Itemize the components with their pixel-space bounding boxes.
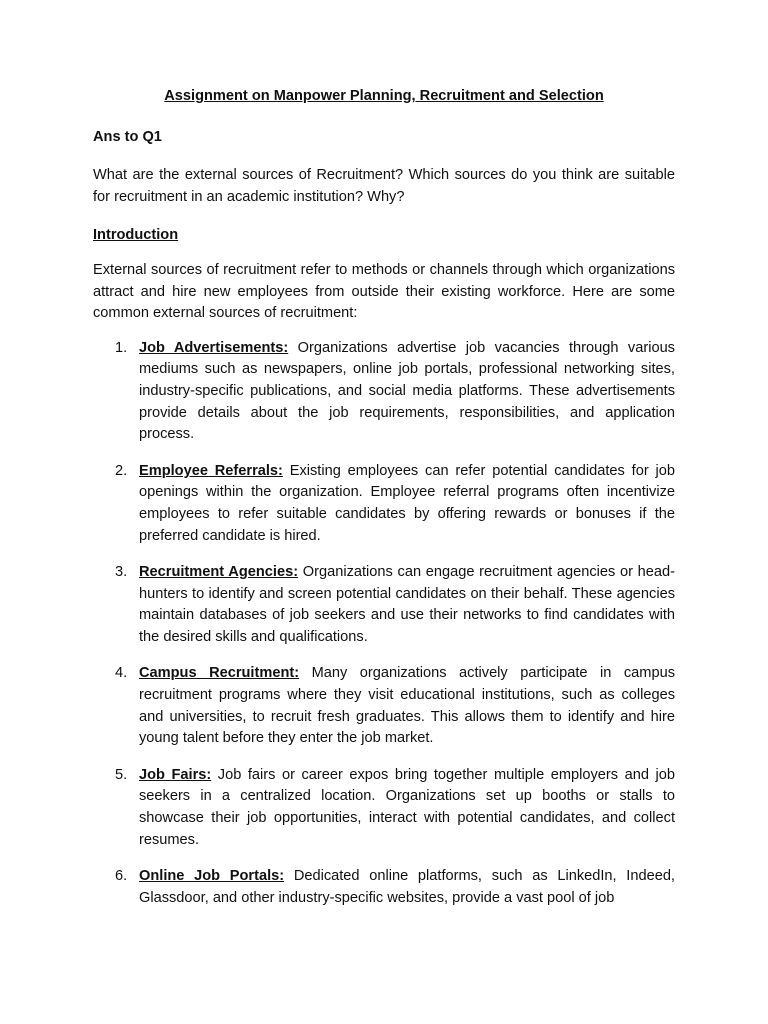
- list-item-number: 2.: [115, 462, 128, 479]
- list-item-text: Existing employees can refer potential candidates for job openings within the organization. Employee referral programs often incentivize employees to refer suitable candidates by offering rewards or bonuses if the preferred candidate is hired.: [139, 462, 675, 544]
- document-page: [93, 86, 675, 924]
- sources-list: [93, 338, 675, 910]
- list-item-text: Organizations advertise job vacancies through various mediums such as newspapers, online job portals, professional networking sites, industry-specific publications, and social media platforms. These advertisements provide details about the job requirements, responsibilities, and application process.: [139, 339, 675, 443]
- list-item-text: Many organizations actively participate in campus recruitment programs where they visit educational institutions, such as colleges and universities, to recruit fresh graduates. This allows them to identify and hire young talent before they enter the job market.: [139, 665, 675, 747]
- list-item: [93, 461, 675, 547]
- list-item-number: 1.: [115, 339, 128, 356]
- answer-label: Ans to Q1: [93, 128, 162, 145]
- section-heading: Introduction: [93, 227, 179, 244]
- list-item: [93, 338, 675, 446]
- list-item-number: 6.: [115, 868, 128, 885]
- list-item-term: Job Fairs:: [139, 766, 212, 783]
- list-item: [93, 765, 675, 851]
- list-item-text: Job fairs or career expos bring together multiple employers and job seekers in a centralized location. Organizations set up booths or stalls to showcase their job opportunities, interact with potential candidates, and collect resumes.: [139, 766, 675, 848]
- list-item: [93, 562, 675, 648]
- intro-paragraph: External sources of recruitment refer to methods or channels through which organizations attract and hire new employees from outside their existing workforce. Here are some common external sources of recruitment:: [93, 261, 675, 322]
- question-text: What are the external sources of Recruitment? Which sources do you think are suitable for recruitment in an academic institution? Why?: [93, 167, 675, 205]
- list-item-term: Online Job Portals:: [139, 868, 285, 885]
- list-item: [93, 663, 675, 749]
- list-item-number: 4.: [115, 665, 128, 682]
- list-item-number: 5.: [115, 766, 128, 783]
- list-item-term: Job Advertisements:: [139, 339, 289, 356]
- list-item-text: Dedicated online platforms, such as LinkedIn, Indeed, Glassdoor, and other industry-specific websites, provide a vast pool of job: [139, 868, 675, 906]
- list-item-term: Recruitment Agencies:: [139, 564, 299, 581]
- list-item-term: Employee Referrals:: [139, 462, 283, 479]
- list-item-text: Organizations can engage recruitment agencies or head-hunters to identify and screen potential candidates on their behalf. These agencies maintain databases of job seekers and use their networks to find candidates with the desired skills and qualifications.: [139, 564, 675, 645]
- list-item-number: 3.: [115, 564, 128, 581]
- document-title: Assignment on Manpower Planning, Recruitment and Selection: [164, 88, 604, 104]
- list-item-term: Campus Recruitment:: [139, 665, 300, 682]
- list-item: [93, 866, 675, 909]
